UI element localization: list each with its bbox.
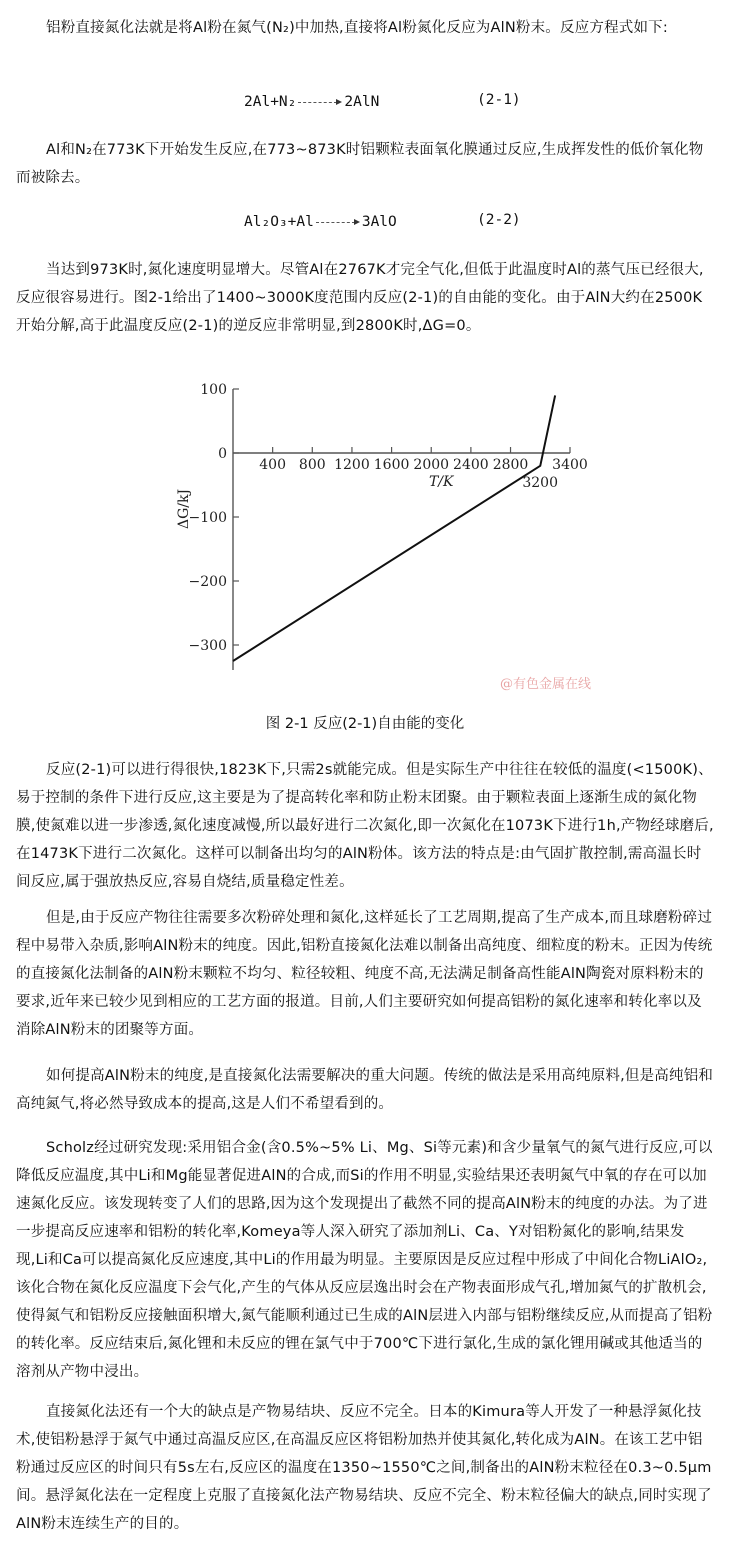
equation-2-2	[244, 212, 397, 232]
equation-number: (2-1)	[477, 92, 521, 108]
paragraph-reaction-speed: 反应(2-1)可以进行得很快,1823K下,只需2s就能完成。但是实际生产中往往在较低的温度(<1500K)、易于控制的条件下进行反应,这主要是为了提高转化率和防止粉末团聚。由于颗粒表面上逐渐生成的氮化物膜,使氮难以进一步渗透,氮化速度减慢,所以最好进行二次氮化,即一次氮化在1073K下进行1h,产物经球磨后,在1473K下进行二次氮化。这样可以制备出均匀的AlN粉体。该方法的特点是:由气固扩散控制,需高温长时间反应,属于强放热反应,容易自烧结,质量稳定性差。	[16, 762, 714, 890]
free-energy-chart	[170, 370, 610, 670]
series-line	[233, 395, 555, 661]
x-tick-label: 1200	[334, 457, 370, 473]
x-tick-label: 2800	[492, 457, 529, 473]
y-tick-label: 0	[218, 446, 227, 462]
y-tick-label: −200	[188, 574, 227, 590]
reaction-arrow-icon	[316, 217, 360, 227]
x-tick-label: 2000	[413, 457, 450, 473]
watermark: @有色金属在线	[500, 677, 592, 692]
x-tick-label: 800	[298, 457, 326, 473]
equation-left: Al₂O₃+Al	[244, 214, 314, 230]
paragraph-al-n2: Al和N₂在773K下开始发生反应,在773~873K时铝颗粒表面氧化膜通过反应,生成挥发性的低价氧化物而被除去。	[16, 142, 704, 186]
y-tick-label: −100	[188, 510, 227, 526]
paragraph-scholz: Scholz经过研究发现:采用铝合金(含0.5%~5% Li、Mg、Si等元素)和含少量氧气的氮气进行反应,可以降低反应温度,其中Li和Mg能显著促进AlN的合成,而Si的作用不明显,实验结果还表明氮气中氧的存在可以加速氮化反应。该发现转变了人们的思路,因为这个发现提出了截然不同的提高AlN粉末的纯度的办法。为了进一步提高反应速率和铝粉的转化率,Komeya等人深入研究了添加剂Li、Ca、Y对铝粉氮化的影响,结果发现,Li和Ca可以提高氮化反应速度,其中Li的作用最为明显。主要原因是反应过程中形成了中间化合物LiAlO₂,该化合物在氮化反应温度下会气化,产生的气体从反应层逸出时会在产物表面形成气孔,增加氮气的扩散机会,使得氮气和铝粉反应接触面积增大,氮气能顺利通过已生成的AlN层进入内部与铝粉继续反应,从而提高了铝粉的转化率。反应结束后,氮化锂和未反应的锂在氯气中于700℃下进行氯化,生成的氯化锂用碱或其他适当的溶剂从产物中浸出。	[16, 1140, 713, 1380]
x-tick-label: 1600	[373, 457, 410, 473]
paragraph-973k: 当达到973K时,氮化速度明显增大。尽管Al在2767K才完全气化,但低于此温度时Al的蒸气压已经很大,反应很容易进行。图2-1给出了1400~3000K度范围内反应(2-1)的自由能的变化。由于AlN大约在2500K开始分解,高于此温度反应(2-1)的逆反应非常明显,到2800K时,ΔG=0。	[16, 262, 704, 334]
paragraph-intro: 铝粉直接氮化法就是将Al粉在氮气(N₂)中加热,直接将Al粉氮化反应为AlN粉末。反应方程式如下:	[46, 20, 668, 36]
equation-right: 3AlO	[361, 214, 397, 230]
paragraph-suspension: 直接氮化法还有一个大的缺点是产物易结块、反应不完全。日本的Kimura等人开发了一种悬浮氮化技术,使铝粉悬浮于氮气中通过高温反应区,在高温反应区将铝粉加热并使其氮化,转化成为AlN。在该工艺中铝粉通过反应区的时间只有5s左右,反应区的温度在1350~1550℃之间,制备出的AlN粉末粒径在0.3~0.5μm间。悬浮氮化法在一定程度上克服了直接氮化法产物易结块、反应不完全、粉末粒径偏大的缺点,同时实现了AlN粉末连续生产的目的。	[16, 1404, 712, 1532]
x-axis-label: T/K	[428, 474, 454, 490]
y-tick-label: 100	[200, 382, 227, 398]
paragraph-purity: 如何提高AlN粉末的纯度,是直接氮化法需要解决的重大问题。传统的做法是采用高纯原料,但是高纯铝和高纯氮气,将必然导致成本的提高,这是人们不希望看到的。	[16, 1068, 714, 1112]
equation-right: 2AlN	[344, 94, 380, 110]
x-tick-label: 2400	[453, 457, 489, 473]
y-axis-label: ΔG/kJ	[176, 488, 192, 530]
x-tick-label: 3200	[522, 475, 558, 491]
equation-2-1	[244, 92, 379, 112]
equation-left: 2Al+N₂	[244, 94, 297, 110]
equation-number: (2-2)	[477, 212, 521, 228]
y-tick-label: −300	[188, 638, 227, 654]
x-tick-label: 3400	[552, 457, 588, 473]
reaction-arrow-icon	[298, 97, 342, 107]
x-tick-label: 400	[259, 457, 287, 473]
paragraph-drawbacks: 但是,由于反应产物往往需要多次粉碎处理和氮化,这样延长了工艺周期,提高了生产成本,而且球磨粉碎过程中易带入杂质,影响AlN粉末的纯度。因此,铝粉直接氮化法难以制备出高纯度、细粒度的粉末。正因为传统的直接氮化法制备的AlN粉末颗粒不均匀、粒径较粗、纯度不高,无法满足制备高性能AlN陶瓷对原料粉末的要求,近年来已较少见到相应的工艺方面的报道。目前,人们主要研究如何提高铝粉的氮化速率和转化率以及消除AlN粉末的团聚等方面。	[16, 910, 713, 1038]
figure-caption: 图 2-1 反应(2-1)自由能的变化	[265, 716, 465, 732]
